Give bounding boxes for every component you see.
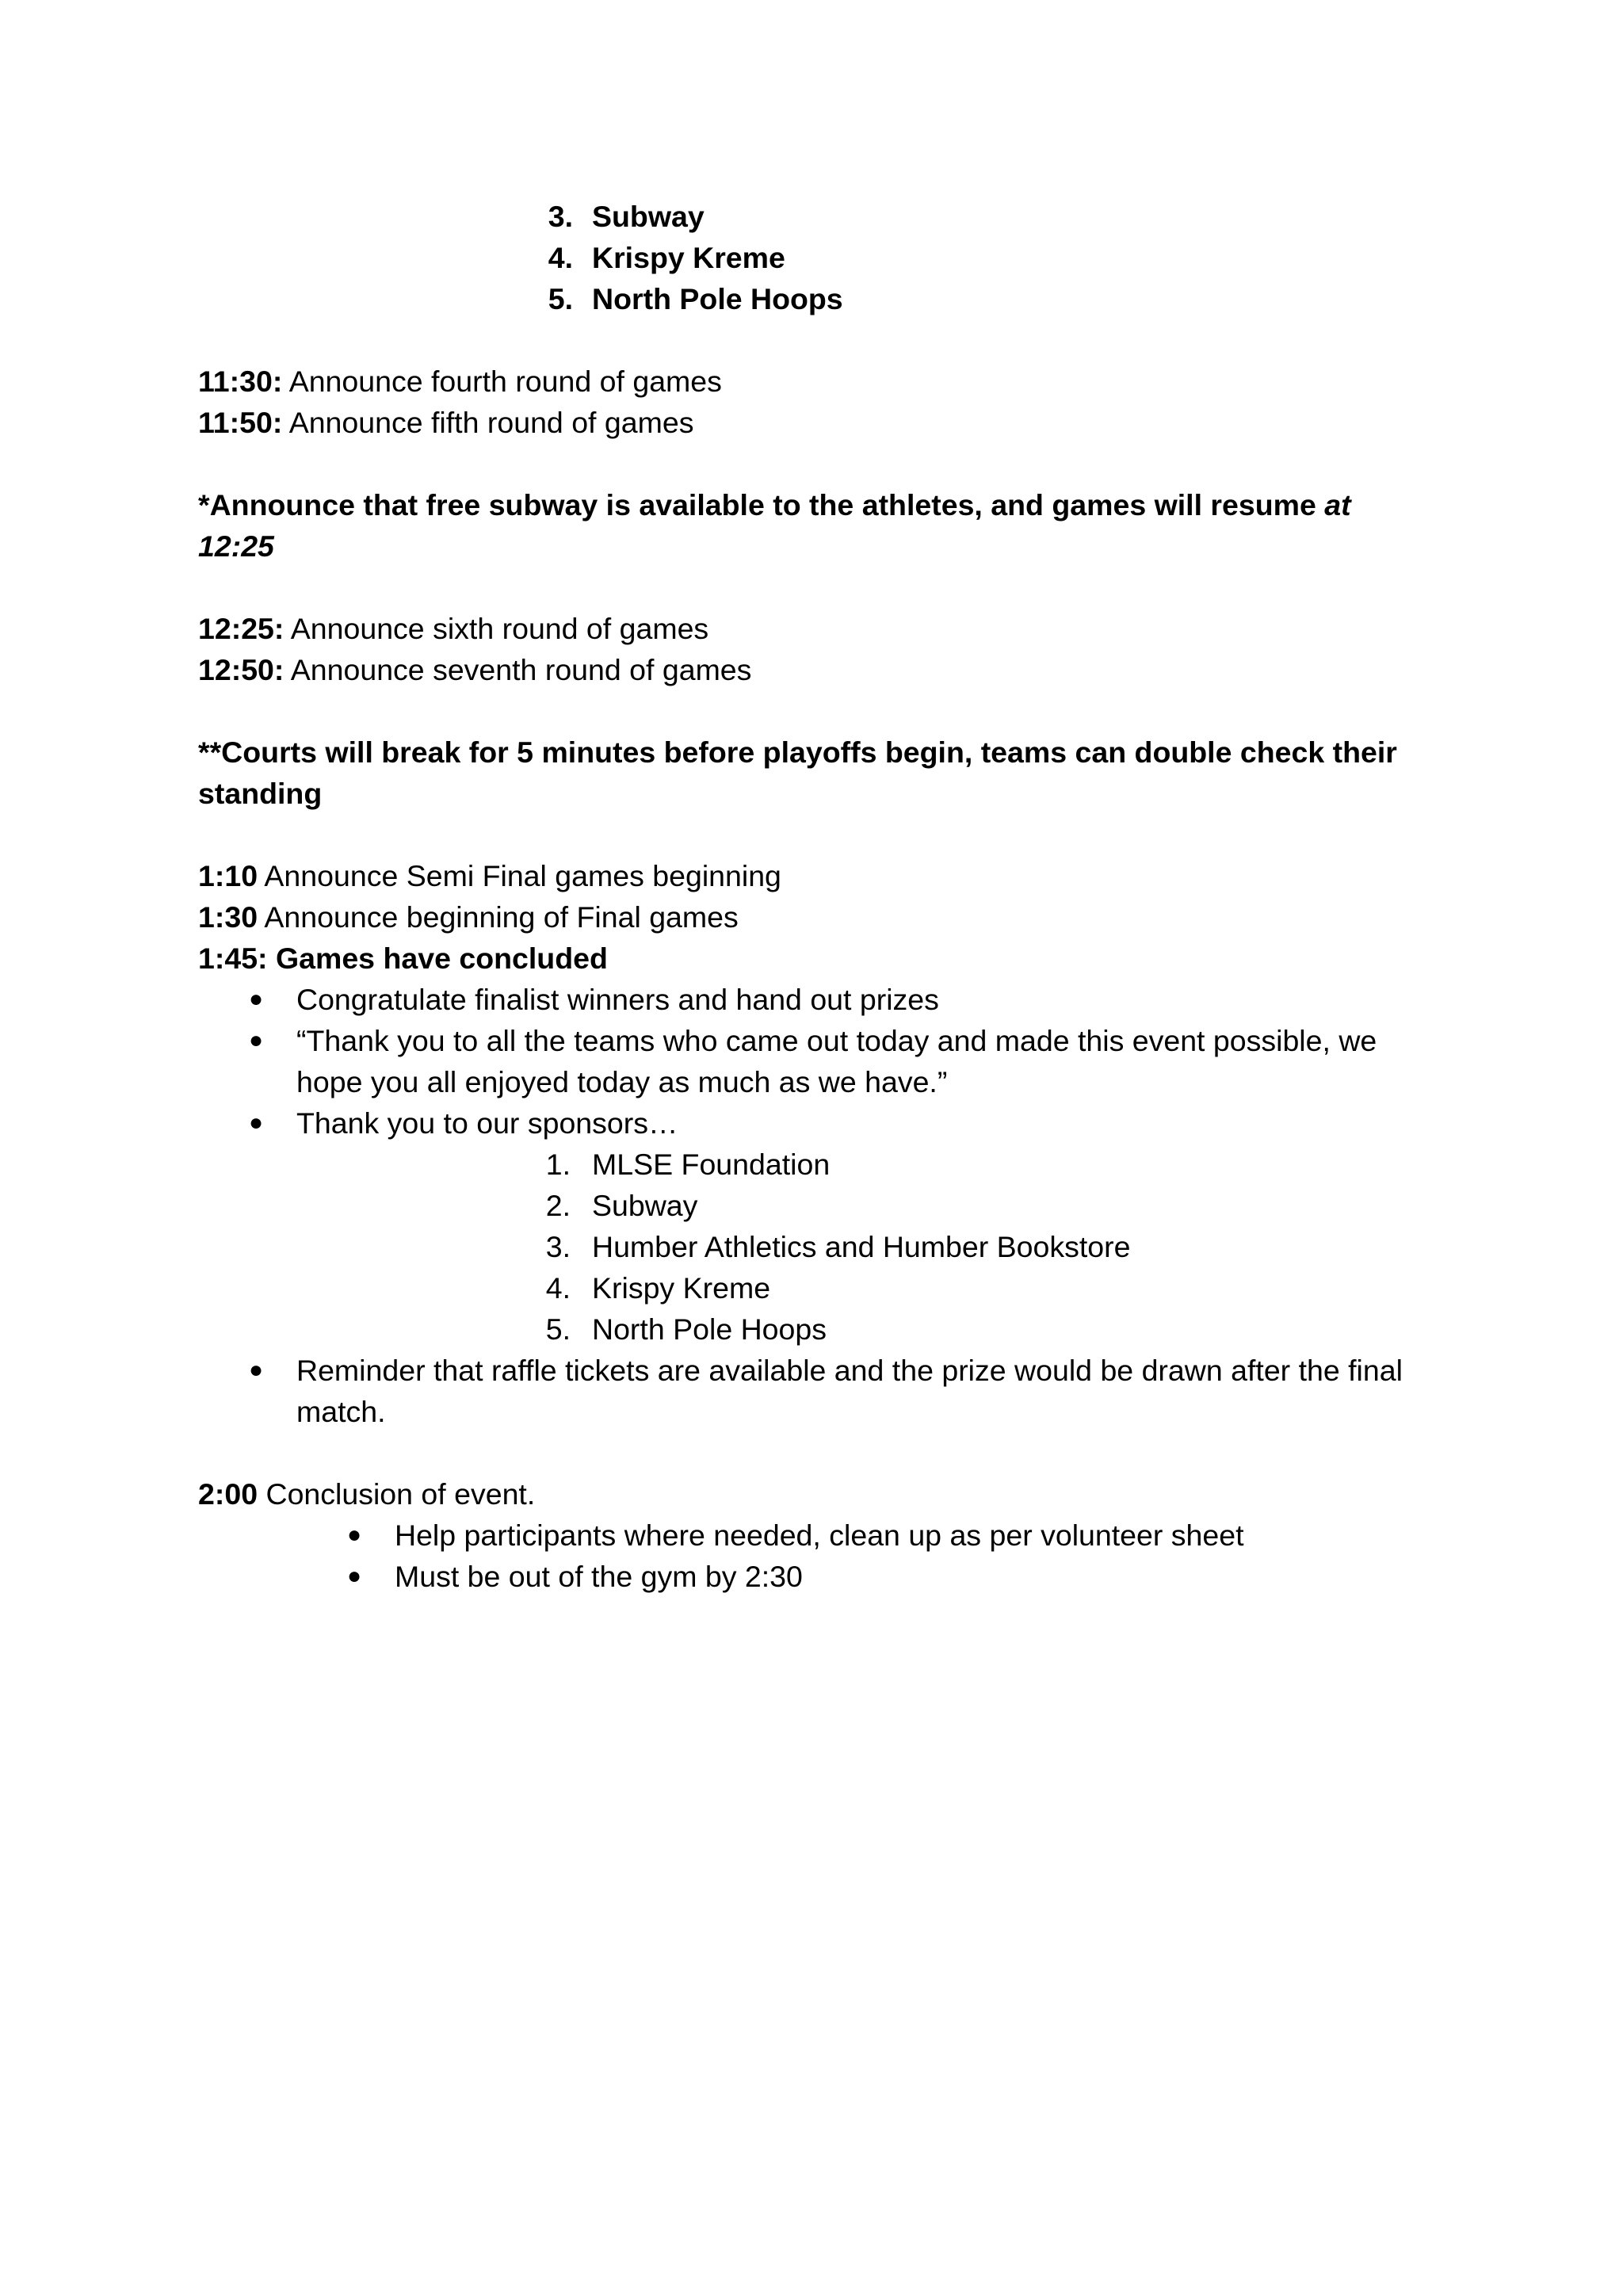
schedule-entry [198, 896, 739, 938]
bullet-sponsors-intro: Thank you to our sponsors… [296, 1106, 678, 1140]
schedule-text: Announce seventh round of games [284, 653, 752, 686]
list-item: MLSE Foundation [592, 1148, 831, 1181]
schedule-entry [198, 608, 708, 649]
list-number: 4. [548, 241, 573, 274]
list-item: Humber Athletics and Humber Bookstore [592, 1230, 1131, 1263]
list-number: 3. [545, 1230, 571, 1263]
schedule-time: 1:10 [198, 859, 258, 892]
bullet-icon: ● [248, 986, 264, 1012]
list-item: Krispy Kreme [592, 241, 785, 274]
schedule-time: 11:50: [198, 406, 283, 439]
bullet-icon: ● [346, 1563, 362, 1589]
bullet-icon: ● [346, 1522, 362, 1548]
list-item: North Pole Hoops [592, 1312, 827, 1346]
games-concluded-heading: 1:45: Games have concluded [198, 942, 608, 975]
bullet-help-participants: Help participants where needed, clean up as per volunteer sheet [395, 1519, 1244, 1552]
bullet-icon: ● [248, 1110, 264, 1136]
bullet-thank-you-line1: “Thank you to all the teams who came out today and made this event possible, we [296, 1024, 1377, 1057]
list-number: 3. [548, 200, 573, 233]
bullet-thank-you-line2: hope you all enjoyed today as much as we have.” [296, 1065, 948, 1098]
schedule-entry [198, 855, 781, 896]
schedule-text: Announce Semi Final games beginning [258, 859, 781, 892]
bullet-icon: ● [248, 1027, 264, 1053]
subway-note-line1: *Announce that free subway is available to the athletes, and games will resume at [198, 488, 1351, 521]
schedule-entry [198, 649, 751, 690]
list-item: Subway [592, 200, 705, 233]
schedule-text: Announce sixth round of games [284, 612, 709, 645]
list-number: 4. [545, 1271, 571, 1305]
bullet-out-of-gym: Must be out of the gym by 2:30 [395, 1560, 803, 1593]
schedule-text: Conclusion of event. [258, 1477, 536, 1511]
list-number: 2. [545, 1189, 571, 1222]
schedule-time: 2:00 [198, 1477, 258, 1511]
list-number: 5. [545, 1312, 571, 1346]
schedule-text: Announce beginning of Final games [258, 900, 739, 934]
subway-note-line2: 12:25 [198, 529, 274, 563]
bullet-raffle-line1: Reminder that raffle tickets are available and the prize would be drawn after the final [296, 1354, 1403, 1387]
bullet-raffle-line2: match. [296, 1395, 386, 1428]
schedule-time: 11:30: [198, 365, 283, 398]
list-item: Krispy Kreme [592, 1271, 771, 1305]
list-number: 1. [545, 1148, 571, 1181]
courts-note-line2: standing [198, 777, 323, 810]
bullet-icon: ● [248, 1357, 264, 1383]
schedule-text: Announce fifth round of games [282, 406, 694, 439]
conclusion-entry [198, 1473, 535, 1515]
schedule-time: 12:50: [198, 653, 285, 686]
list-item: Subway [592, 1189, 698, 1222]
schedule-entry [198, 402, 693, 443]
bullet-congratulate: Congratulate finalist winners and hand out prizes [296, 983, 939, 1016]
list-number: 5. [548, 282, 573, 315]
courts-note-line1: **Courts will break for 5 minutes before playoffs begin, teams can double check their [198, 735, 1397, 769]
schedule-time: 1:30 [198, 900, 258, 934]
schedule-text: Announce fourth round of games [282, 365, 722, 398]
schedule-entry [198, 361, 722, 402]
schedule-time: 12:25: [198, 612, 285, 645]
list-item: North Pole Hoops [592, 282, 843, 315]
